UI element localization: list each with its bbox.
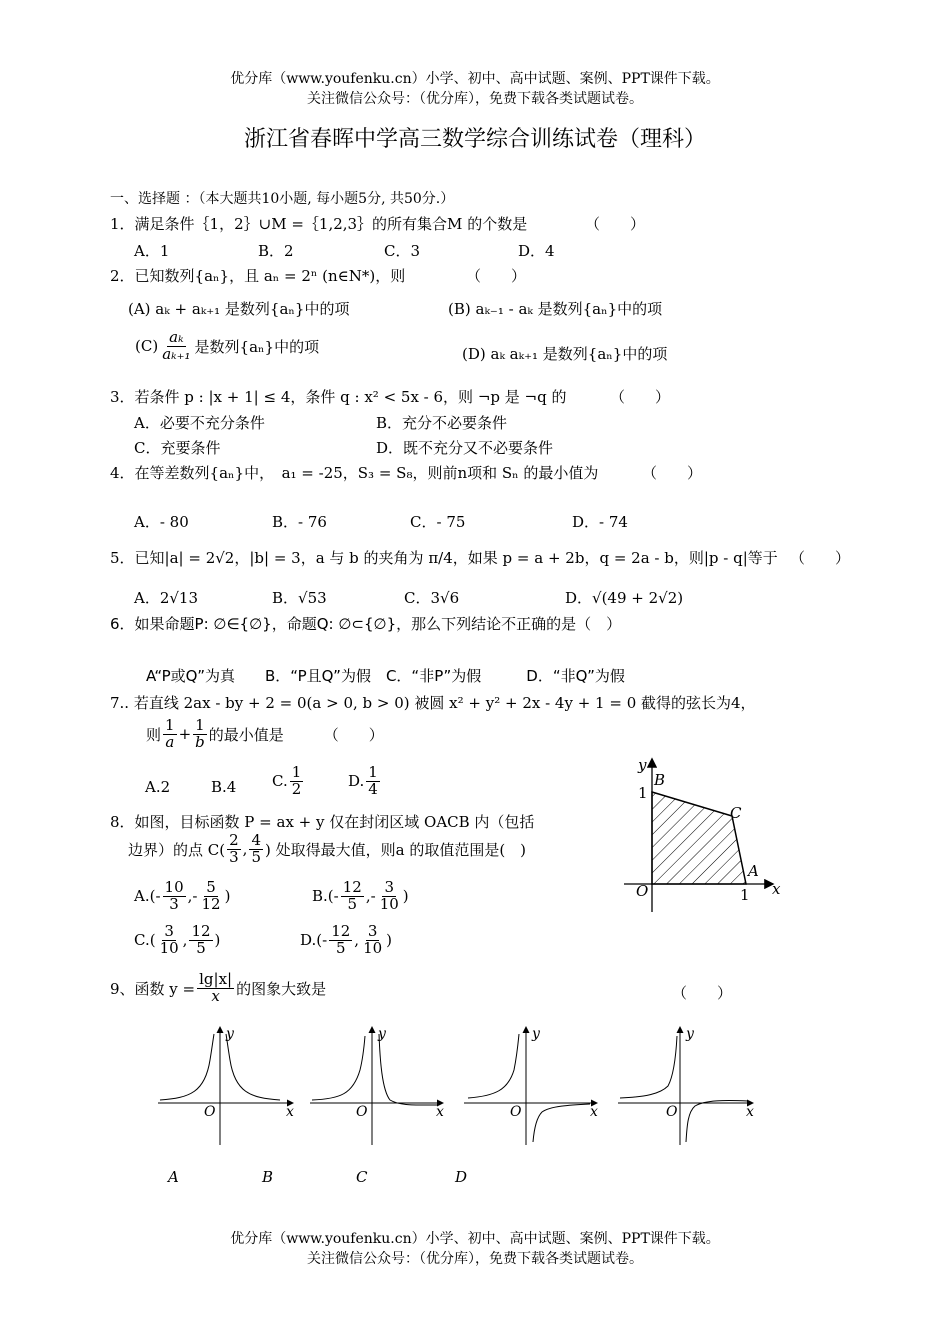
q9-frac [197,972,234,1005]
footer-line-1: 优分库（www.youfenku.cn）小学、初中、高中试题、案例、PPT课件下载。 [230,1231,720,1247]
q3-paren: （ ） [610,388,671,406]
q8-d-f1 [329,924,352,957]
q8-d-close: ) [386,931,393,950]
q8-comma: , [242,840,248,859]
fig-label-x: x [772,880,781,898]
q2-stem: 2．已知数列{aₙ}，且 aₙ = 2ⁿ (n∈N*)，则 [110,267,406,285]
q2-paren: （ ） [466,267,527,285]
q7-c-prefix: C. [272,772,288,791]
q8-num-4: 4 [251,831,261,849]
q7-num-1: 1 [165,716,175,734]
q2-option-b: (B) aₖ₋₁ - aₖ 是数列{aₙ}中的项 [448,300,663,318]
q7-num-1b: 1 [195,716,205,734]
q2-option-d: (D) aₖ aₖ₊₁ 是数列{aₙ}中的项 [462,345,668,363]
q2-option-a: (A) aₖ + aₖ₊₁ 是数列{aₙ}中的项 [128,300,350,318]
graph-label-c: C [356,1168,368,1186]
q8-a-f1-n: 10 [164,878,184,896]
q8-d-f1-n: 12 [331,922,351,940]
q7-den-a: a [165,732,175,751]
q9-stem [110,972,326,1005]
graph-b-x: x [436,1104,444,1120]
q8-den-3: 3 [229,847,239,866]
q8-line2 [128,833,526,866]
q5-option-a: A．2√13 [134,589,199,607]
q8-a-f2 [199,880,222,913]
q8-b-f2-n: 3 [384,878,394,896]
graph-d-left-curve [620,1036,677,1098]
q2-c-num: aₖ [169,328,184,346]
graph-b-left-curve [312,1036,365,1100]
graph-d-y: y [686,1026,694,1042]
q8-b-f1 [341,880,364,913]
q1-option-a: A．1 [134,242,170,260]
graph-b-y: y [378,1026,386,1042]
q8-b-comma: , [365,887,371,906]
q8-a-f2-d: 12 [201,894,221,913]
q9-stem-post: 的图象大致是 [236,979,327,998]
q7-c-den: 2 [291,779,302,798]
graph-label-d: D [455,1168,468,1186]
graph-label-a: A [168,1168,179,1186]
q8-b-close: ) [402,887,409,906]
graph-d-o: O [666,1104,678,1120]
q8-a-f2-n: 5 [206,878,216,896]
q8-a-comma: , [187,887,193,906]
graph-c-right-curve [533,1104,590,1142]
q8-b-f1-n: 12 [342,878,362,896]
fig-label-b: B [654,771,666,789]
q7-den-b: b [195,732,205,751]
q3-option-c: C．充要条件 [134,439,221,457]
q8-c-pre: C.( [134,931,156,950]
q9-den: x [211,986,220,1005]
graph-c-y: y [532,1026,540,1042]
q8-a-m2: - [192,887,198,906]
q8-b-m2: - [370,887,376,906]
q5-option-c: C．3√6 [404,589,460,607]
graph-a-right-curve [226,1034,280,1100]
q7-then: 则 [146,725,162,744]
q7-d-frac [366,765,380,798]
q8-c-close: ) [214,931,221,950]
graph-b-o: O [356,1104,368,1120]
q8-frac-2-3 [227,833,241,866]
q8-c-f1 [158,924,181,957]
q7-frac-1-a [163,718,177,751]
q6-stem: 6．如果命题P: ∅∈{∅}，命题Q: ∅⊂{∅}，那么下列结论不正确的是（ ） [110,615,622,633]
q8-c-comma: , [182,931,188,950]
q8-line2-pre: 边界）的点 C( [128,840,226,859]
q8-a-f1 [163,880,186,913]
q7-option-a: A.2 [145,778,171,796]
q7-d-den: 4 [368,779,378,798]
q3-option-d: D．既不充分又不必要条件 [376,439,554,457]
q7-min-text: 的最小值是 [208,725,284,744]
q8-d-pre: D.( [300,931,323,950]
q7-d-prefix: D. [348,772,365,791]
q8-d-comma: , [354,931,360,950]
fig-label-a: A [748,862,759,880]
q8-stem: 8．如图，目标函数 P = ax + y 仅在封闭区域 OACB 内（包括 [110,813,535,831]
header-line-1: 优分库（www.youfenku.cn）小学、初中、高中试题、案例、PPT课件下载。 [230,71,720,87]
q7-frac-1-b [193,718,207,751]
q8-option-b [312,880,409,913]
q8-d-m1: - [322,931,328,950]
q8-a-close: ) [224,887,231,906]
graph-b [310,1026,444,1145]
q9-graphs [150,1020,770,1155]
q4-option-b: B．- 76 [272,513,327,531]
q8-d-f2-d: 10 [363,938,383,957]
q5-paren: （ ） [790,549,851,567]
graph-label-b: B [262,1168,274,1186]
q6-options: A“P或Q”为真 B．“P且Q”为假 C．“非P”为假 D．“非Q”为假 [146,667,625,685]
q7-d-num: 1 [368,763,378,781]
q7-plus: + [178,725,192,744]
graph-a-left-curve [160,1034,214,1100]
q8-c-f2-n: 12 [191,922,211,940]
q1-option-c: C．3 [384,242,421,260]
graph-c-o: O [510,1104,522,1120]
q7-option-b: B.4 [211,778,237,796]
q8-frac-4-5 [249,833,263,866]
q5-stem: 5．已知|a| = 2√2，|b| = 3，a 与 b 的夹角为 π/4，如果 p = a + 2b，q = 2a - b，则|p - q|等于 [110,549,778,567]
q2-c-fraction [160,330,192,363]
graph-a-y: y [226,1026,234,1042]
q8-b-f2 [378,880,401,913]
q8-num-2: 2 [229,831,239,849]
q4-option-d: D．- 74 [572,513,628,531]
q2-c-suffix: 是数列{aₙ}中的项 [194,337,320,356]
q8-c-f2-d: 5 [196,938,206,957]
q9-paren: （ ） [672,984,733,1002]
q8-c-f1-d: 10 [159,938,179,957]
fig-label-o: O [636,882,649,900]
graph-c-x: x [590,1104,598,1120]
q7-line2 [146,718,384,751]
q8-a-pre: A.( [134,887,156,906]
q5-option-d: D．√(49 + 2√2) [565,589,684,607]
q4-stem: 4．在等差数列{aₙ}中， a₁ = -25，S₃ = S₈，则前n项和 Sₙ 的最小值为 [110,464,599,482]
q1-paren: （ ） [585,215,646,233]
q3-stem: 3．若条件 p : |x + 1| ≤ 4，条件 q : x² < 5x - 6，则 ¬p 是 ¬q 的 [110,388,567,406]
q7-c-num: 1 [291,763,302,781]
graph-c [464,1026,598,1145]
q8-b-f1-d: 5 [347,894,358,913]
q8-c-f1-n: 3 [164,922,174,940]
footer-line-2: 关注微信公众号：（优分库），免费下载各类试题试卷。 [307,1251,643,1267]
q7-c-frac [290,765,304,798]
header-line-2: 关注微信公众号：（优分库），免费下载各类试题试卷。 [307,91,643,107]
graph-a-x: x [286,1104,294,1120]
graph-d [618,1026,754,1145]
graph-c-left-curve [468,1034,519,1098]
q4-option-a: A．- 80 [134,513,189,531]
q8-d-f1-d: 5 [335,938,346,957]
q8-a-m1: - [155,887,161,906]
q4-paren: （ ） [642,464,703,482]
q8-a-f1-d: 3 [169,894,179,913]
q8-d-f2-n: 3 [367,922,378,940]
fig-label-c: C [730,804,742,822]
q7-option-d [348,765,382,798]
q7-paren: （ ） [323,725,384,744]
q1-stem: 1．满足条件｛1，2｝∪M =｛1,2,3｝的所有集合M 的个数是 [110,215,528,233]
q3-option-b: B．充分不必要条件 [376,414,508,432]
q8-b-m1: - [333,887,339,906]
fig-label-1y: 1 [638,784,648,802]
q8-b-f2-d: 10 [379,894,399,913]
q7-stem: 7.. 若直线 2ax - by + 2 = 0(a > 0, b > 0) 被圆 x² + y² + 2x - 4y + 1 = 0 截得的弦长为4， [110,694,756,712]
q2-option-c [135,330,319,363]
q8-den-5: 5 [251,847,261,866]
q4-option-c: C．- 75 [410,513,466,531]
graph-a-o: O [204,1104,216,1120]
q8-line2-post: ) 处取得最大值，则a 的取值范围是( ) [264,840,527,859]
graph-d-x: x [746,1104,754,1120]
section-heading: 一、选择题 ：（本大题共10小题, 每小题5分, 共50分.） [110,191,455,207]
q8-b-pre: B.( [312,887,334,906]
q8-option-a [134,880,230,913]
fig-label-1x: 1 [740,886,750,904]
q3-option-a: A．必要不充分条件 [134,414,265,432]
graph-b-right-curve [379,1034,438,1105]
q8-option-d [300,924,392,957]
q1-option-d: D．4 [518,242,555,260]
q8-option-c [134,924,220,957]
q8-d-f2 [361,924,384,957]
graph-a [158,1026,294,1145]
graph-d-right-curve [686,1101,748,1142]
q5-option-b: B．√53 [272,589,327,607]
q9-stem-pre: 9、函数 y = [110,979,196,998]
region-figure [620,752,790,917]
q2-c-prefix: (C) [135,337,159,356]
page-title: 浙江省春晖中学高三数学综合训练试卷（理科） [243,127,706,152]
fig-label-y: y [638,756,647,774]
q7-option-c [272,765,305,798]
q8-c-f2 [189,924,212,957]
q9-num: lg|x| [199,970,233,988]
q2-c-den: aₖ₊₁ [162,344,191,363]
q1-option-b: B．2 [258,242,294,260]
